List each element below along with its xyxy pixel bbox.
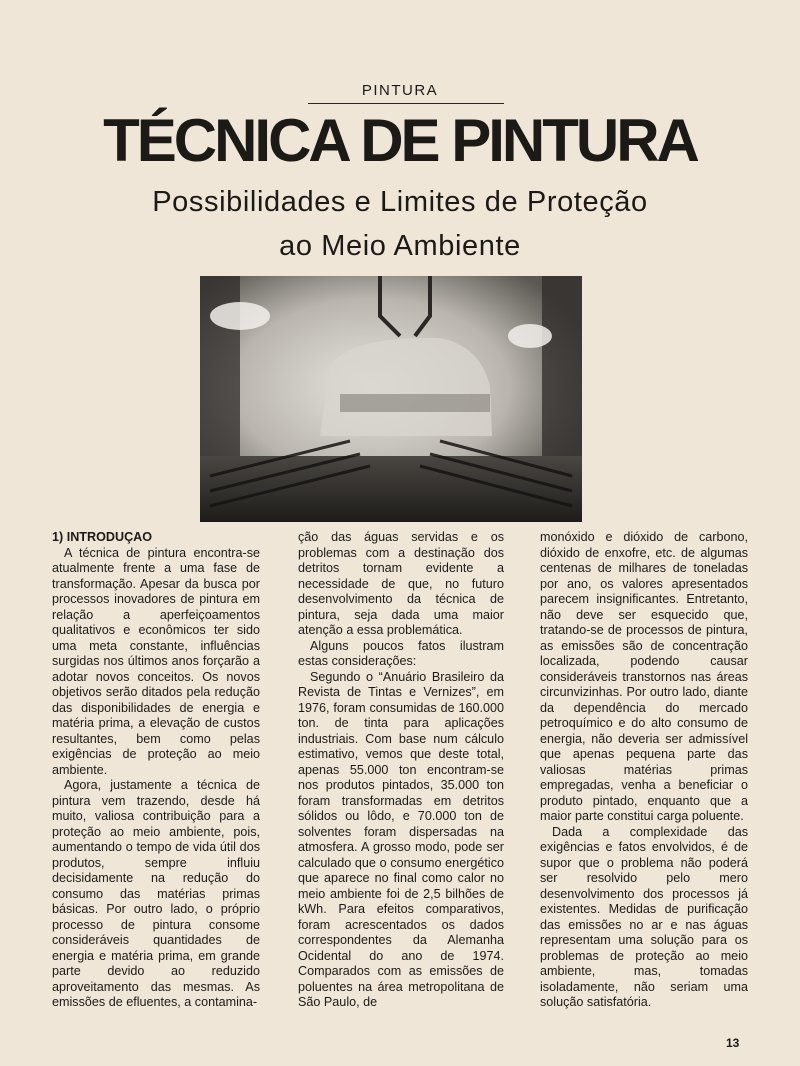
section-label: PINTURA bbox=[361, 82, 439, 99]
column-3 bbox=[540, 530, 748, 1011]
paint-booth-photo bbox=[200, 276, 582, 522]
paragraph: Alguns poucos fatos ilustram estas considerações: bbox=[298, 638, 504, 668]
paragraph-continued: ção das águas servidas e os problemas com a destinação dos detritos tornam evidente a necessidade de que, no futuro desenvolvimento da técnica de pintura, seja dada uma maior atenção a essa problemática. bbox=[298, 530, 504, 637]
subtitle-line-2: ao Meio Ambiente bbox=[279, 230, 521, 262]
page-number: 13 bbox=[726, 1036, 740, 1050]
subtitle-line-1: Possibilidades e Limites de Proteção bbox=[152, 186, 648, 218]
column-1 bbox=[52, 530, 260, 1011]
paragraph-continued: monóxido e dióxido de carbono, dióxido de enxofre, etc. de algumas centenas de milhares de toneladas por ano, os valores apresentados parecem insignificantes. Entretanto, não deve ser esquecido que, tratando-se de processos de pintura, as emissões são de concentração localizada, podendo causar consideráveis transtornos nas áreas circunvizinhas. Por outro lado, diante da dependência do mercado petroquímico e do alto consumo de energia, não deveria ser admissível que apenas pequena parte das valiosas matérias primas empregadas, venha a beneficiar o produto pintado, enquanto que a maior parte constitui carga poluente. bbox=[540, 530, 748, 823]
paragraph: A técnica de pintura encontra-se atualmente frente a uma fase de transformação. Apesar da busca por processos inovadores de pintura em relação a aperfeiçoamentos qualitativos e econômicos ter sido uma meta constante, influências surgidas nos últimos anos forçarão a adotar novos conceitos. Os novos objetivos serão ditados pela redução das disponibilidades de energia e matéria prima, a elevação de custos resultantes, bem como pelas exigências de proteção ao meio ambiente. bbox=[52, 545, 260, 777]
column-2 bbox=[298, 530, 504, 1011]
paragraph: Segundo o “Anuário Brasileiro da Revista de Tintas e Vernizes”, em 1976, foram consumidas de 160.000 ton. de tinta para aplicações industriais. Com base num cálculo estimativo, vemos que deste total, apenas 55.000 ton encontram-se nos produtos pintados, 35.000 ton foram transformadas em detritos sólidos ou lôdo, e 70.000 ton de solventes foram dispersadas na atmosfera. A grosso modo, pode ser calculado que o consumo energético que aparece no final como calor no meio ambiente foi de 2,5 bilhões de kWh. Para efeitos comparativos, foram acrescentados os dados correspondentes da Alemanha Ocidental do ano de 1974. Comparados com as emissões de poluentes na área metropolitana de São Paulo, de bbox=[298, 669, 504, 1009]
page-title: TÉCNICA DE PINTURA bbox=[103, 107, 697, 174]
paragraph: Dada a complexidade das exigências e fatos envolvidos, é de supor que o problema não poderá ser resolvido pelo mero desenvolvimento dos processos já existentes. Medidas de purificação das emissões no ar e nas águas representam uma solução para os problemas de proteção ao meio ambiente, mas, tomadas isoladamente, não seriam uma solução satisfatória. bbox=[540, 824, 748, 1009]
section-heading: 1) INTRODUÇAO bbox=[52, 530, 153, 544]
paragraph: Agora, justamente a técnica de pintura vem trazendo, desde há muito, valiosa contribuição para a proteção ao meio ambiente, pois, aumentando o tempo de vida útil dos produtos, sempre influiu decisidamente na redução do consumo das matérias primas básicas. Por outro lado, o próprio processo de pintura consome consideráveis quantidades de energia e matéria prima, em grande parte devido ao reduzido aproveitamento das mesmas. As emissões de efluentes, a contamina- bbox=[52, 778, 260, 1009]
